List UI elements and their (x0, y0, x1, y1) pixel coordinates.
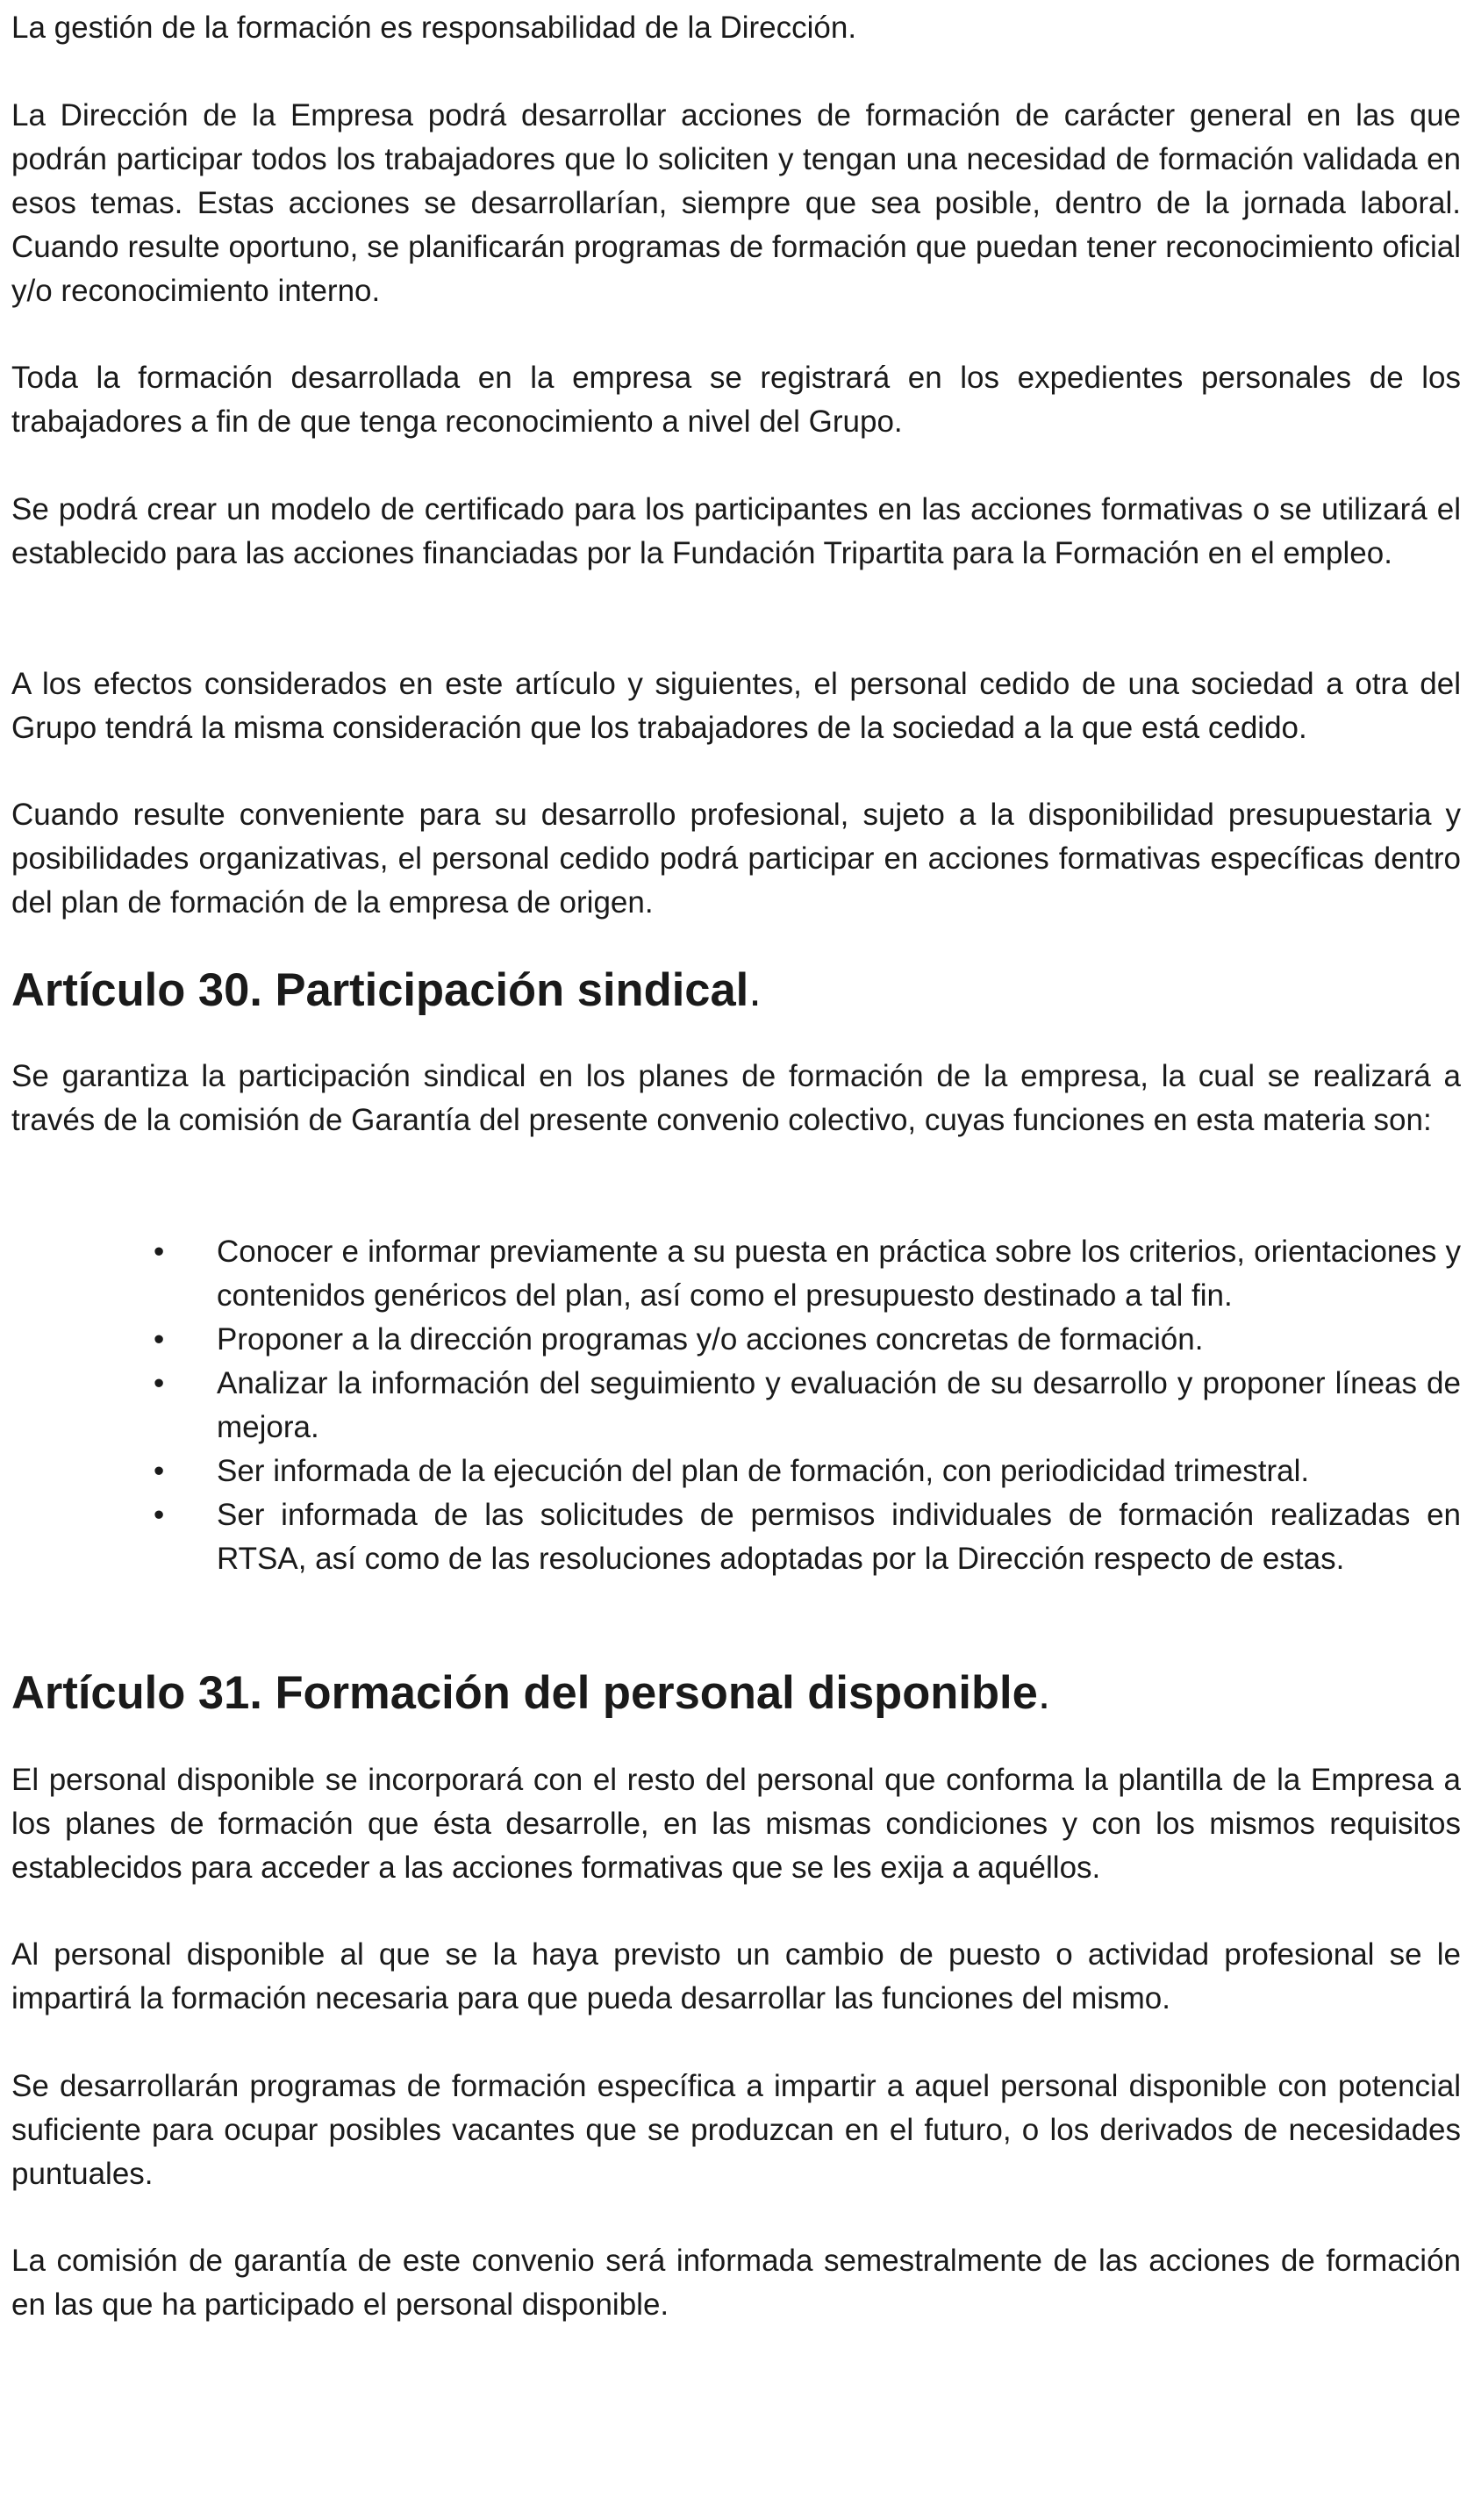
list-item (11, 1362, 1461, 1450)
list-item-text: Proponer a la dirección programas y/o acciones concretas de formación. (217, 1322, 1204, 1357)
bullet-icon: • (154, 1322, 165, 1357)
list-item-text: Conocer e informar previamente a su puesta en práctica sobre los criterios, orientaciones y contenidos genéricos del plan, así como el presupuesto destinado a tal fin. (217, 1235, 1461, 1313)
list-item (11, 1230, 1461, 1318)
list-item-text: Analizar la información del seguimiento y evaluación de su desarrollo y proponer líneas de mejora. (217, 1366, 1461, 1444)
article-31-paragraph-specific-programs: Se desarrollarán programas de formación específica a impartir a aquel personal disponible con potencial suficiente para ocupar posibles vacantes que se produzcan en el futuro, o los derivados de necesidades puntuales. (11, 2069, 1461, 2191)
paragraph-training-records: Toda la formación desarrollada en la empresa se registrará en los expedientes personales de los trabajadores a fin de que tenga reconocimiento a nivel del Grupo. (11, 361, 1461, 439)
article-31-paragraph-commission-informed: La comisión de garantía de este convenio será informada semestralmente de las acciones de formación en las que ha participado el personal disponible. (11, 2244, 1461, 2322)
paragraph-management-responsibility: La gestión de la formación es responsabilidad de la Dirección. (11, 11, 857, 45)
list-item-text: Ser informada de las solicitudes de permisos individuales de formación realizadas en RTSA, así como de las resoluciones adoptadas por la Dirección respecto de estas. (217, 1498, 1461, 1576)
list-item (11, 1450, 1461, 1493)
list-item (11, 1493, 1461, 1581)
list-item-text: Ser informada de la ejecución del plan de formación, con periodicidad trimestral. (217, 1454, 1310, 1488)
article-30-title-period: . (748, 964, 762, 1016)
article-31-heading (11, 1667, 1461, 1719)
article-30-function-list (11, 1230, 1461, 1581)
article-31-title: Artículo 31. Formación del personal disponible (11, 1667, 1038, 1719)
article-31-paragraph-incorporation: El personal disponible se incorporará con el resto del personal que conforma la plantilla de la Empresa a los planes de formación que ésta desarrolle, en las mismas condiciones y con los mismos requisitos establecidos para acceder a las acciones formativas que se les exija a aquéllos. (11, 1763, 1461, 1885)
article-30-intro: Se garantiza la participación sindical en los planes de formación de la empresa, la cual se realizará a través de la comisión de Garantía del presente convenio colectivo, cuyas funciones en esta materia son: (11, 1059, 1461, 1137)
bullet-icon: • (154, 1454, 165, 1488)
paragraph-certificate-model: Se podrá crear un modelo de certificado para los participantes en las acciones formativas o se utilizará el establecido para las acciones financiadas por la Fundación Tripartita para la Formación en el empleo. (11, 492, 1461, 570)
article-31-title-period: . (1037, 1667, 1051, 1719)
paragraph-transferred-staff-participation: Cuando resulte conveniente para su desarrollo profesional, sujeto a la disponibilidad presupuestaria y posibilidades organizativas, el personal cedido podrá participar en acciones formativas específicas dentro del plan de formación de la empresa de origen. (11, 798, 1461, 920)
bullet-icon: • (154, 1235, 165, 1269)
paragraph-transferred-staff: A los efectos considerados en este artículo y siguientes, el personal cedido de una sociedad a otra del Grupo tendrá la misma consideración que los trabajadores de la sociedad a la que está cedido. (11, 667, 1461, 745)
article-31-paragraph-job-change: Al personal disponible al que se la haya previsto un cambio de puesto o actividad profesional se le impartirá la formación necesaria para que pueda desarrollar las funciones del mismo. (11, 1937, 1461, 2015)
paragraph-general-training-actions: La Dirección de la Empresa podrá desarrollar acciones de formación de carácter general en las que podrán participar todos los trabajadores que lo soliciten y tengan una necesidad de formación validada en esos temas. Estas acciones se desarrollarían, siempre que sea posible, dentro de la jornada laboral. Cuando resulte oportuno, se planificarán programas de formación que puedan tener reconocimiento oficial y/o reconocimiento interno. (11, 98, 1461, 308)
bullet-icon: • (154, 1366, 165, 1400)
article-30-title: Artículo 30. Participación sindical (11, 964, 749, 1016)
bullet-icon: • (154, 1498, 165, 1532)
list-item (11, 1318, 1461, 1362)
article-30-heading (11, 964, 1461, 1016)
